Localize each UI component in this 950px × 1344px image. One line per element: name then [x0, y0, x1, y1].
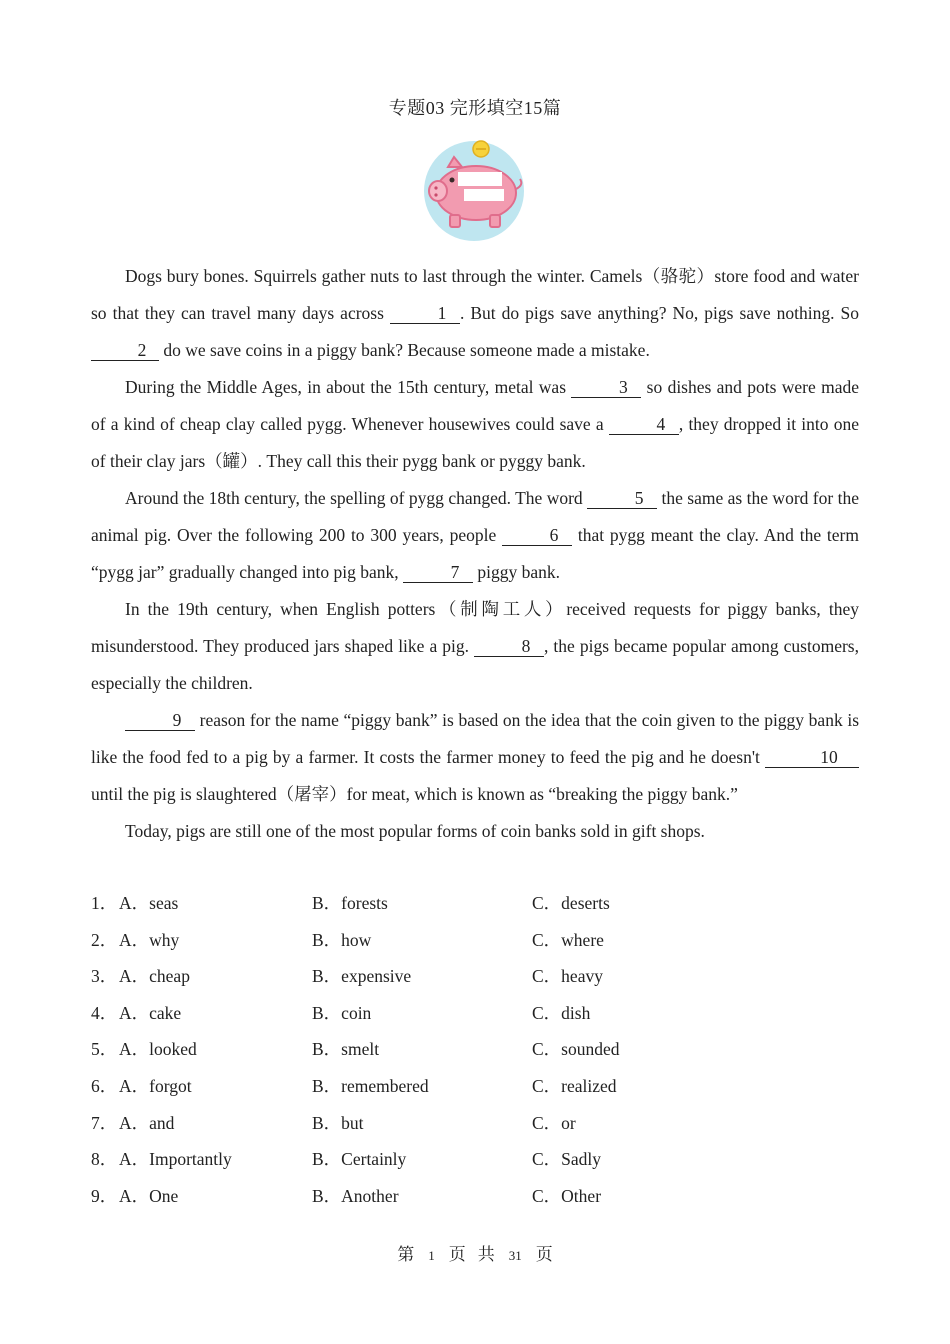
option-b[interactable]: B．how: [312, 929, 372, 950]
paragraph-3: Around the 18th century, the spelling of pygg changed. The word 5 the same as the word for the animal pig. Over the following 200 to 300 years, people 6 that pygg meant the clay. And the term “pygg jar” gradually changed into pig bank, 7 piggy bank.: [91, 488, 860, 582]
paragraph-1: Dogs bury bones. Squirrels gather nuts to last through the winter. Camels（骆驼）store food and water so that they can travel many days across 1 . But do pigs save anything? No, pigs save nothing. So 2 do we save coins in a piggy bank? Because someone made a mistake.: [91, 266, 859, 360]
option-c[interactable]: C．deserts: [532, 893, 610, 913]
page-number: 1: [428, 1248, 435, 1263]
option-a[interactable]: A．and: [119, 1112, 175, 1133]
option-a[interactable]: A．looked: [119, 1039, 197, 1060]
option-c[interactable]: C．where: [532, 929, 604, 950]
answer-options: [91, 885, 859, 1214]
question-row: 3． A．cheap B．expensive C．heavy: [91, 958, 859, 995]
blank-10[interactable]: 10: [765, 747, 859, 768]
option-b[interactable]: B．but: [312, 1112, 364, 1133]
paragraph-2: During the Middle Ages, in about the 15th century, metal was 3 so dishes and pots were made of a kind of cheap clay called pygg. Whenever housewives could save a 4 , they dropped it into one of their clay jars（罐）. They call this their pygg bank or pyggy bank.: [91, 377, 859, 471]
option-c[interactable]: C．sounded: [532, 1039, 620, 1060]
option-a[interactable]: A．cheap: [119, 966, 190, 987]
option-a[interactable]: A．One: [119, 1185, 179, 1206]
blank-5[interactable]: 5: [587, 488, 657, 509]
option-c[interactable]: C．realized: [532, 1075, 617, 1096]
question-row: 7． A．and B．but C．or: [91, 1105, 859, 1142]
question-row: 2． A．why B．how C．where: [91, 922, 859, 959]
blank-9[interactable]: 9: [125, 710, 195, 731]
option-b[interactable]: B．forests: [312, 893, 388, 913]
cloze-passage: [91, 258, 859, 850]
paragraph-4: In the 19th century, when English potters（制陶工人）received requests for piggy banks, they misunderstood. They produced jars shaped like a pig. 8 , the pigs became popular among customers, especially the children.: [91, 599, 859, 693]
option-b[interactable]: B．remembered: [312, 1075, 429, 1096]
question-row: 6． A．forgot B．remembered C．realized: [91, 1068, 859, 1105]
option-a[interactable]: A．cake: [119, 1002, 182, 1023]
option-c[interactable]: C．Other: [532, 1185, 602, 1206]
paragraph-5: 9 reason for the name “piggy bank” is based on the idea that the coin given to the piggy bank is like the food fed to a pig by a farmer. It costs the farmer money to feed the pig and he doesn't 10 until the pig is slaughtered（屠宰）for meat, which is known as “breaking the piggy bank.”: [91, 710, 859, 804]
question-row: 4． A．cake B．coin C．dish: [91, 995, 859, 1032]
blank-7[interactable]: 7: [403, 562, 473, 583]
paragraph-6: Today, pigs are still one of the most popular forms of coin banks sold in gift shops.: [125, 821, 705, 841]
blank-4[interactable]: 4: [609, 414, 679, 435]
question-row: 9． A．One B．Another C．Other: [91, 1178, 859, 1215]
option-a[interactable]: A．seas: [119, 893, 179, 913]
option-b[interactable]: B．expensive: [312, 966, 412, 987]
piggy-bank-icon: [418, 137, 530, 241]
option-c[interactable]: C．Sadly: [532, 1149, 602, 1170]
page-total: 31: [508, 1248, 522, 1263]
option-b[interactable]: B．smelt: [312, 1039, 380, 1060]
question-row: 1． A．seas B．forests C．deserts: [91, 885, 859, 922]
page-title: 专题03 完形填空15篇: [388, 98, 562, 118]
question-row: 8． A．Importantly B．Certainly C．Sadly: [91, 1141, 859, 1178]
blank-1[interactable]: 1: [390, 303, 460, 324]
option-a[interactable]: A．why: [119, 929, 180, 950]
option-a[interactable]: A．forgot: [119, 1075, 192, 1096]
option-c[interactable]: C．heavy: [532, 966, 603, 987]
option-c[interactable]: C．dish: [532, 1002, 591, 1023]
blank-8[interactable]: 8: [474, 636, 544, 657]
blank-3[interactable]: 3: [571, 377, 641, 398]
page-footer: 第 1 页 共 31 页: [397, 1245, 553, 1264]
option-b[interactable]: B．Another: [312, 1185, 399, 1206]
blank-2[interactable]: 2: [91, 340, 159, 361]
option-c[interactable]: C．or: [532, 1112, 576, 1133]
blank-6[interactable]: 6: [502, 525, 572, 546]
option-b[interactable]: B．coin: [312, 1002, 372, 1023]
question-row: 5． A．looked B．smelt C．sounded: [91, 1031, 859, 1068]
option-b[interactable]: B．Certainly: [312, 1149, 407, 1170]
option-a[interactable]: A．Importantly: [119, 1149, 232, 1170]
